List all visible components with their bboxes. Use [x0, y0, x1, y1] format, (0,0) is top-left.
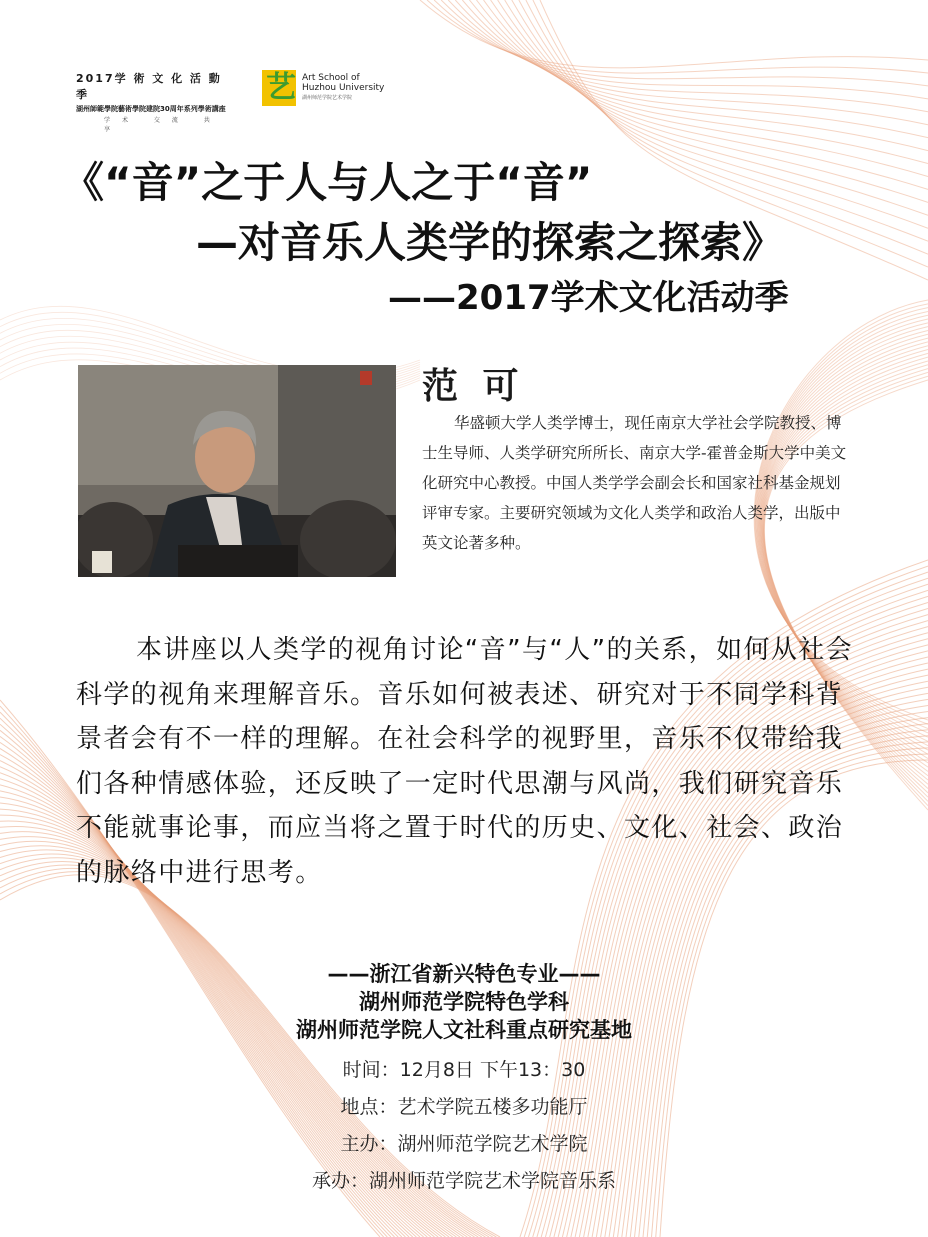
- header-event-label: [76, 70, 236, 133]
- header-line-3: 学术 交流 共享: [104, 117, 222, 133]
- info-line-3: 湖州师范学院人文社科重点研究基地: [296, 1018, 632, 1042]
- logo-text-2: Huzhou University: [302, 83, 385, 93]
- header-line-2: 湖州師範學院藝術學院建院30周年系列學術講座: [76, 105, 226, 113]
- event-info: [0, 960, 928, 1200]
- header-line-1: 2017学 術 文 化 活 動 季: [76, 72, 222, 101]
- lecture-abstract: 本讲座以人类学的视角讨论“音”与“人”的关系，如何从社会科学的视角来理解音乐。音乐如何被表述、研究对于不同学科背景者会有不一样的理解。在社会科学的视野里，音乐不仅带给我们各种情感体验，还反映了一定时代思潮与风尚，我们研究音乐不能就事论事，而应当将之置于时代的历史、文化、社会、政治的脉络中进行思考。: [76, 635, 854, 888]
- school-logo: [262, 70, 384, 106]
- logo-icon: 艺: [262, 70, 296, 106]
- event-host: 主办：湖州师范学院艺术学院: [340, 1133, 588, 1155]
- title-line-1: 《“音”之于人与人之于“音”: [62, 158, 593, 207]
- title-line-3: ——2017学术文化活动季: [388, 278, 789, 318]
- speaker-name: 范 可: [422, 366, 525, 407]
- speaker-photo: [78, 365, 396, 577]
- title-line-2: —对音乐人类学的探索之探索》: [196, 218, 785, 267]
- info-line-1: ——浙江省新兴特色专业——: [327, 962, 601, 986]
- event-organizer: 承办：湖州师范学院艺术学院音乐系: [311, 1170, 616, 1192]
- logo-text-1: Art School of: [302, 73, 360, 83]
- info-line-2: 湖州师范学院特色学科: [359, 990, 569, 1014]
- event-place: 地点：艺术学院五楼多功能厅: [340, 1096, 588, 1118]
- speaker-bio: 华盛顿大学人类学博士，现任南京大学社会学院教授、博士生导师、人类学研究所所长、南京大学-霍普金斯大学中美文化研究中心教授。中国人类学学会副会长和国家社科基金规划评审专家。主要研究领域为文化人类学和政治人类学，出版中英文论著多种。: [422, 414, 847, 552]
- event-time: 时间：12月8日 下午13：30: [342, 1059, 586, 1081]
- logo-text-3: 湖州师范学院艺术学院: [302, 95, 353, 101]
